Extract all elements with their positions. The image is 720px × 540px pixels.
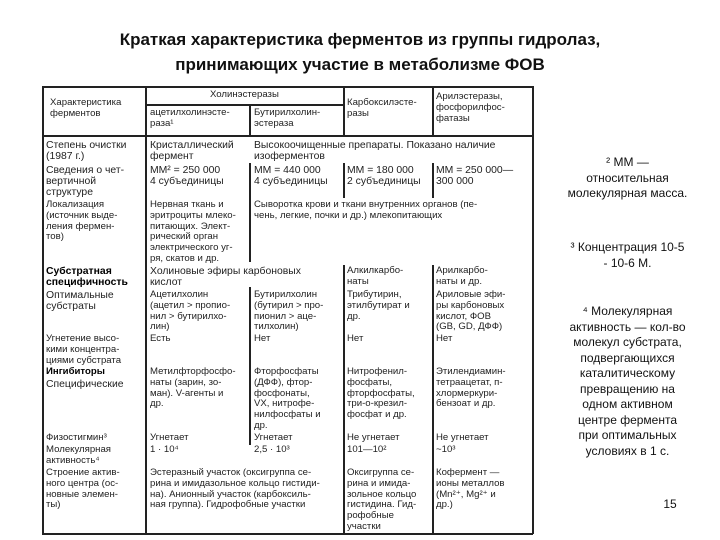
cell-activity-carboxyl: 101—10² [347, 444, 387, 455]
table-border-top [42, 86, 533, 88]
cell-physostigmine-aryl: Не угнетает [436, 432, 489, 443]
row-label-active-center: Строение актив- ного центра (ос- новные элемен- ты) [46, 467, 120, 511]
row-label-molecular-activity: Молекулярная активность⁴ [46, 444, 112, 466]
column-divider [343, 163, 345, 198]
row-label-localization: Локализация (источник выде- ления фермен- тов) [46, 199, 118, 243]
row-label-substrates: Оптимальные субстраты [46, 290, 114, 312]
header-arylesterases: Арилэстеразы, фосфорилфос- фатазы [436, 91, 505, 124]
table-border-right [532, 86, 534, 534]
cell-specific-ache: Метилфторфосфо- наты (зарин, зо- ман). V-агенты и др. [150, 366, 236, 410]
row-label-physostigmine: Физостигмин³ [46, 432, 107, 443]
cell-purity-ache: Кристаллический фермент [150, 140, 234, 162]
cell-quaternary-ache: ММ² = 250 000 4 субъединицы [150, 165, 224, 187]
cell-active-center-cholinesterases: Эстеразный участок (оксигруппа се- рина и имидазольное кольцо гистиди- на). Анионный участок (карбоксиль- ная группа). Гидрофобные участки [150, 467, 320, 511]
row-label-substrate-inhibition: Угнетение высо- кими концентра- циями субстрата [46, 333, 122, 366]
cell-physostigmine-carboxyl: Не угнетает [347, 432, 400, 443]
cell-activity-aryl: ~10³ [436, 444, 456, 455]
column-divider [432, 86, 434, 136]
cell-substrates-carboxyl: Трибутирин, этилбутират и др. [347, 289, 410, 322]
row-label-specificity: Субстратная специфичность [46, 266, 128, 288]
cell-inhibition-bche: Нет [254, 333, 271, 344]
column-divider [432, 265, 434, 533]
cell-inhibition-aryl: Нет [436, 333, 453, 344]
row-label-quaternary: Сведения о чет- вертичной структуре [46, 165, 125, 198]
cell-physostigmine-bche: Угнетает [254, 432, 293, 443]
cell-purity-rest: Высокоочищенные препараты. Показано наличие изоферментов [254, 140, 496, 162]
cell-specificity-aryl: Арилкарбо- наты и др. [436, 265, 488, 287]
footnote-2: ² ММ — относительная молекулярная масса. [567, 155, 688, 200]
column-divider [432, 163, 434, 198]
cell-substrates-bche: Бутирилхолин (бутирил > про- пионил > аце- тилхолин) [254, 289, 324, 333]
header-bottom-line [42, 135, 533, 137]
cell-quaternary-aryl: ММ = 250 000— 300 000 [436, 165, 514, 187]
cell-substrates-aryl: Ариловые эфи- ры карбоновых кислот, ФОВ (GB, GD, ДФФ) [436, 289, 506, 333]
header-carboxylesterases: Карбоксилэсте- разы [347, 97, 417, 119]
header-cholinesterases: Холинэстеразы [210, 89, 279, 100]
cell-localization-ache: Нервная ткань и эритроциты млеко- питающих. Элект- рический орган электрического уг- ря, скатов и др. [150, 199, 236, 264]
footnote-4: ⁴ Молекулярная активность — кол-во молекул субстрата, подвергающихся каталитическому превращению на одном активном центре фермента при оптимальных условиях в 1 с. [569, 304, 686, 458]
column-divider [249, 104, 251, 136]
cell-inhibition-carboxyl: Нет [347, 333, 364, 344]
cell-substrates-ache: Ацетилхолин (ацетил > пропио- нил > бутирилхо- лин) [150, 289, 231, 333]
cell-activity-ache: 1 · 10⁴ [150, 444, 179, 455]
title-line-2: принимающих участие в метаболизме ФОВ [175, 55, 545, 74]
row-label-purity: Степень очистки (1987 г.) [46, 140, 127, 162]
cell-specificity-cholinesterases: Холиновые эфиры карбоновых кислот [150, 266, 301, 288]
title-line-1: Краткая характеристика ферментов из группы гидролаз, [119, 30, 601, 49]
page-number: 15 [663, 497, 677, 511]
cell-specificity-carboxyl: Алкилкарбо- наты [347, 265, 404, 287]
table-border-bottom [42, 533, 533, 535]
cell-specific-carboxyl: Нитрофенил- фосфаты, фторфосфаты, три-о-крезил- фосфат и др. [347, 366, 415, 421]
column-divider [249, 163, 251, 262]
cell-quaternary-bche: ММ = 440 000 4 субъединицы [254, 165, 328, 187]
cell-specific-bche: Фторфосфаты (ДФФ), фтор- фосфонаты, VX, нитрофе- нилфосфаты и др. [254, 366, 321, 431]
header-bche: Бутирилхолин- эстераза [254, 107, 321, 129]
cell-physostigmine-ache: Угнетает [150, 432, 189, 443]
cell-active-center-carboxyl: Оксигруппа се- рина и имида- зольное кольцо гистидина. Гид- рофобные участки [347, 467, 417, 532]
column-divider [343, 265, 345, 533]
cell-active-center-aryl: Кофермент — ионы металлов (Mn²⁺, Mg²⁺ и др.) [436, 467, 505, 511]
table-border-left [42, 86, 44, 534]
cell-specific-aryl: Этилендиамин- тетраацетат, п- хлормеркури- бензоат и др. [436, 366, 506, 410]
header-ache: ацетилхолинэсте- раза¹ [150, 107, 230, 129]
cell-inhibition-ache: Есть [150, 333, 171, 344]
header-divider [145, 104, 343, 106]
row-label-specific: Специфические [46, 379, 124, 390]
footnote-3: ³ Концентрация 10-5 - 10-6 М. [570, 240, 685, 270]
cell-localization-rest: Сыворотка крови и ткани внутренних органов (пе- чень, легкие, почки и др.) млекопитающих [254, 199, 478, 221]
column-divider [145, 86, 147, 534]
header-characteristic: Характеристика ферментов [50, 97, 122, 119]
cell-activity-bche: 2,5 · 10³ [254, 444, 290, 455]
row-label-inhibitors: Ингибиторы [46, 366, 105, 377]
cell-quaternary-carboxyl: ММ = 180 000 2 субъединицы [347, 165, 421, 187]
column-divider [343, 86, 345, 136]
column-divider [249, 287, 251, 445]
